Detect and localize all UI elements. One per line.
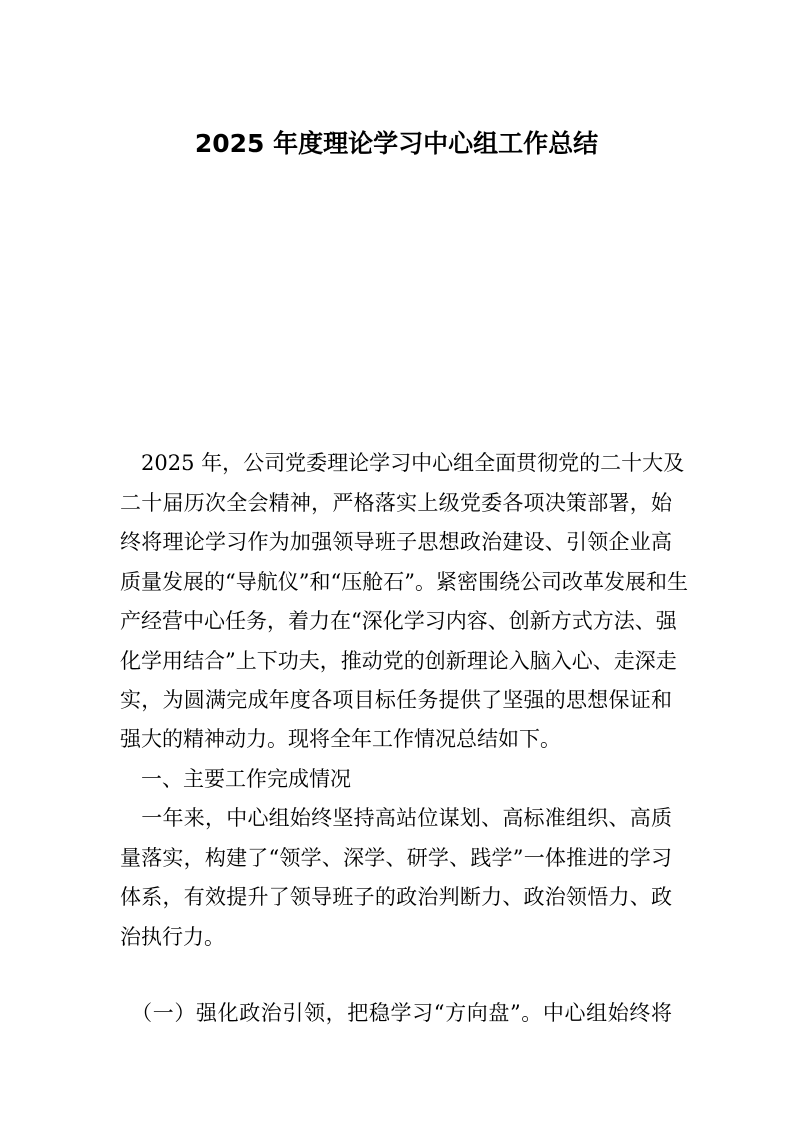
body-line: 2025 年，公司党委理论学习中心组全面贯彻党的二十大及 bbox=[120, 451, 685, 475]
body-line: 二十届历次全会精神，严格落实上级党委各项决策部署，始 bbox=[120, 491, 672, 515]
body-line: 体系，有效提升了领导班子的政治判断力、政治领悟力、政 bbox=[120, 885, 672, 909]
body-line: 强大的精神动力。现将全年工作情况总结如下。 bbox=[120, 727, 561, 751]
body-line: 量落实，构建了“领学、深学、研学、践学”一体推进的学习 bbox=[120, 846, 672, 870]
body-line: 治执行力。 bbox=[120, 925, 225, 949]
section-heading: 一、主要工作完成情况 bbox=[120, 767, 351, 791]
body-line: 产经营中心任务，着力在“深化学习内容、创新方式方法、强 bbox=[120, 609, 677, 633]
document-title: 2025 年度理论学习中心组工作总结 bbox=[194, 129, 599, 158]
subsection-line: （一）强化政治引领，把稳学习“方向盘”。中心组始终将 bbox=[120, 1001, 672, 1025]
body-line: 化学用结合”上下功夫，推动党的创新理论入脑入心、走深走 bbox=[120, 649, 677, 673]
body-line: 终将理论学习作为加强领导班子思想政治建设、引领企业高 bbox=[120, 530, 672, 554]
body-line: 一年来，中心组始终坚持高站位谋划、高标准组织、高质 bbox=[120, 806, 672, 830]
body-line: 实，为圆满完成年度各项目标任务提供了坚强的思想保证和 bbox=[120, 688, 672, 712]
body-line: 质量发展的“导航仪”和“压舱石”。紧密围绕公司改革发展和生 bbox=[120, 570, 688, 594]
